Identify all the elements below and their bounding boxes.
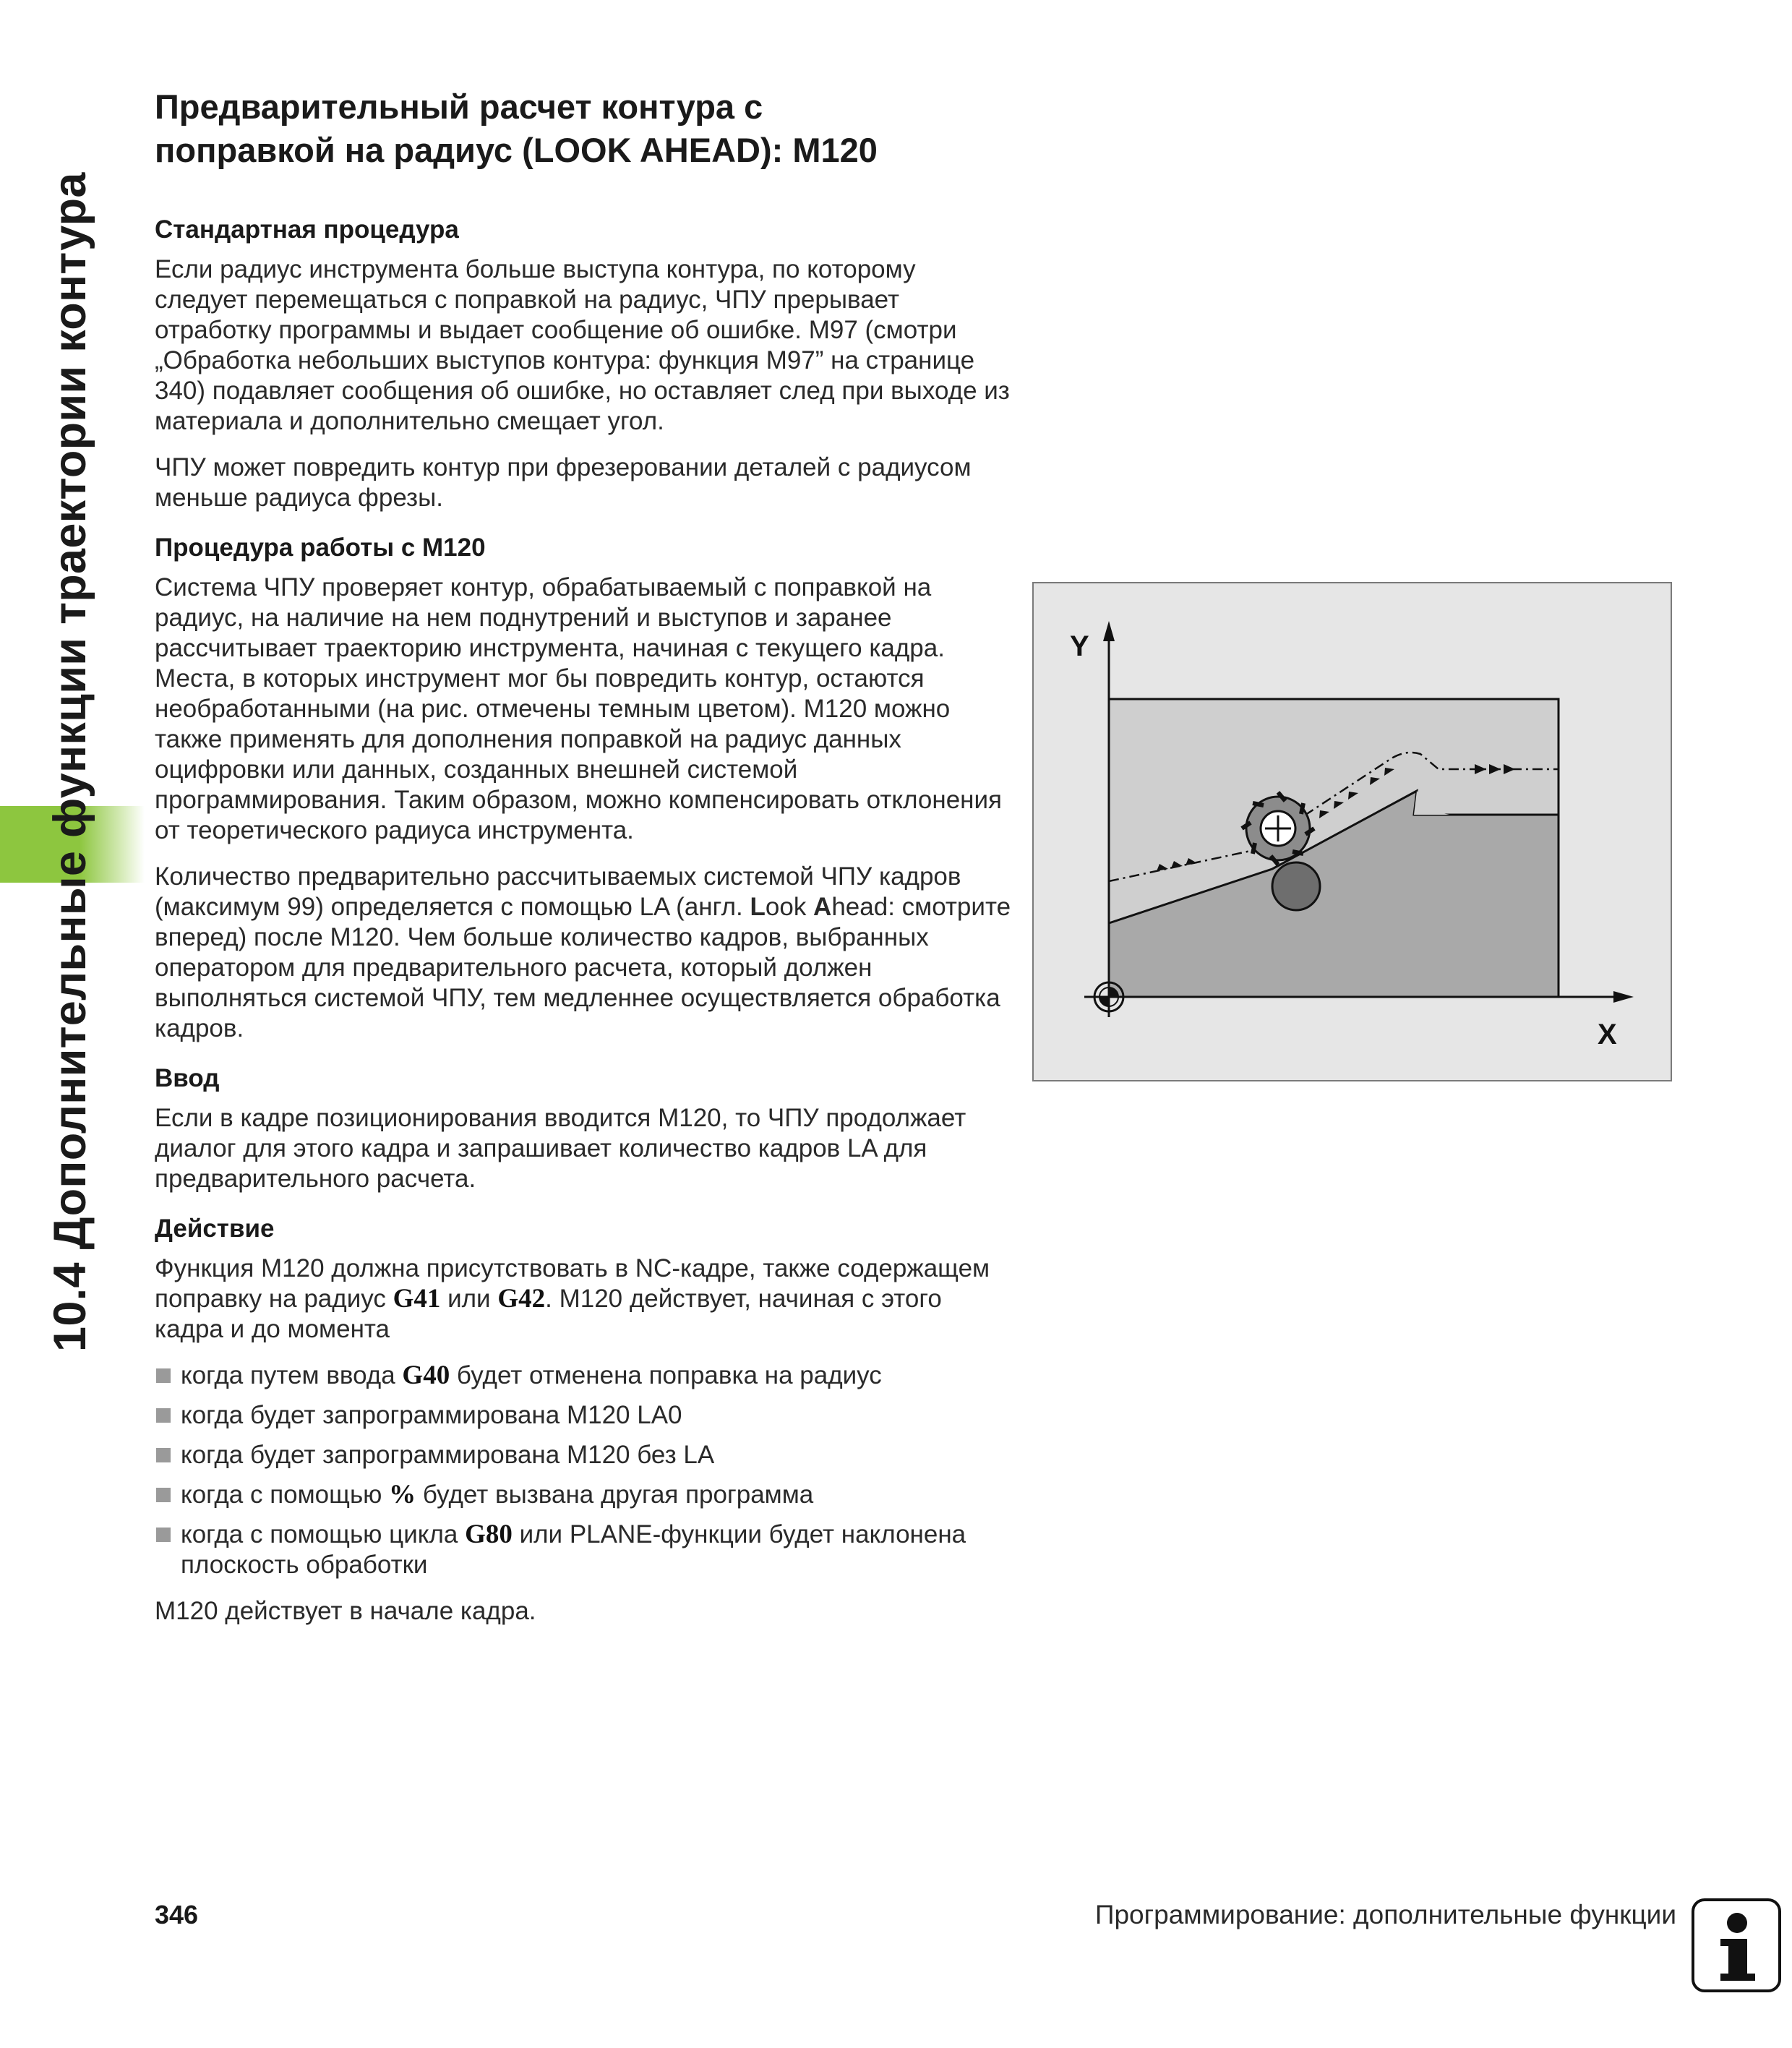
bullet-square-icon [156,1448,171,1462]
section-input [155,1063,1015,1194]
emphasis-letter: L [750,893,766,921]
contour-diagram [1034,583,1671,1080]
condition-list [155,1361,1015,1580]
paragraph: Если радиус инструмента больше выступа контура, по которому следует перемещаться с поправкой на радиус, ЧПУ прерывает отработку программы и выдает сообщение об ошибке. M97 (смотри „Обработка небольших выступов контура: функция M97” на странице 340) подавляет сообщения об ошибке, но оставляет след при выходе из материала и дополнительно смещает угол. [155,255,1010,435]
info-stem [1728,1939,1747,1976]
text-run: когда будет запрограммирована M120 без LA [181,1441,715,1469]
section-standard-procedure [155,214,1015,513]
paragraph [155,1254,1015,1345]
code-g41: G41 [393,1284,441,1314]
list-item [155,1361,1015,1391]
y-axis-arrow-icon [1103,621,1115,641]
page-title-line-2: поправкой на радиус (LOOK AHEAD): M120 [155,131,878,169]
list-item [155,1440,1015,1470]
bullet-square-icon [156,1368,171,1383]
text-run: когда с помощью цикла [181,1520,466,1548]
origin-icon [1094,982,1123,1011]
contour-figure [1032,582,1672,1081]
text-run: head: смотрите вперед) после M120. Чем больше количество кадров, выбранных оператором для предварительного расчета, который должен выполняться системой ЧПУ, тем медленнее осуществляется обработка кадров. [155,893,1011,1042]
chapter-title-vertical: 10.4 Дополнительные функции траектории контура [45,172,95,1352]
paragraph [155,862,1015,1044]
undercut-circle [1272,862,1320,910]
paragraph: Если в кадре позиционирования вводится M120, то ЧПУ продолжает диалог для этого кадра и запрашивает количество кадров LA для предварительного расчета. [155,1104,966,1193]
text-run: когда будет запрограммирована M120 LA0 [181,1401,682,1429]
main-content [155,85,1015,1645]
x-axis-label: X [1598,1019,1617,1050]
page-title-line-1: Предварительный расчет контура с [155,87,763,126]
section-title: Стандартная процедура [155,215,459,244]
y-axis-label: Y [1070,630,1089,662]
text-run: или [440,1285,498,1313]
paragraph: M120 действует в начале кадра. [155,1597,536,1625]
section-m120-procedure [155,532,1015,1044]
x-axis-arrow-icon [1613,991,1634,1003]
milling-cutter-icon [1242,792,1314,865]
text-run: Количество предварительно рассчитываемых системой ЧПУ кадров (максимум 99) определяется с помощью LA (англ. [155,862,961,921]
text-run: когда путем ввода [181,1361,403,1389]
bullet-square-icon [156,1408,171,1423]
bullet-square-icon [156,1528,171,1542]
section-title: Процедура работы с M120 [155,534,486,562]
emphasis-letter: A [813,893,832,921]
text-run: будет вызвана другая программа [416,1481,814,1509]
code: G40 [402,1361,450,1390]
code-g42: G42 [497,1284,546,1314]
info-icon[interactable] [1692,1898,1781,1992]
code: % [389,1480,416,1509]
text-run: . M120 действует, начиная с этого кадра и до момента [155,1285,942,1343]
paragraph: Система ЧПУ проверяет контур, обрабатываемый с поправкой на радиус, на наличие на нем поднутрений и выступов и заранее рассчитывает траекторию инструмента, начиная с текущего кадра. Места, в которых инструмент мог бы повредить контур, остаются необработанными (на рис. отмечены темным цветом). M120 можно также применять для дополнения поправкой на радиус данных оцифровки или данных, созданных внешней системой программирования. Таким образом, можно компенсировать отклонения от теоретического радиуса инструмента. [155,573,1002,844]
section-title: Ввод [155,1064,220,1092]
info-dot [1727,1913,1747,1933]
section-title: Действие [155,1214,275,1243]
paragraph: ЧПУ может повредить контур при фрезеровании деталей с радиусом меньше радиуса фрезы. [155,453,972,512]
section-effect [155,1213,1015,1627]
text-run: ook [765,893,814,921]
footer-title: Программирование: дополнительные функции [1094,1900,1676,1929]
page-number: 346 [155,1900,199,1929]
text-run: когда с помощью [181,1481,390,1509]
list-item [155,1520,1015,1580]
list-item [155,1400,1015,1431]
text-run: будет отменена поправка на радиус [450,1361,882,1389]
page-title [155,85,1015,172]
list-item [155,1480,1015,1510]
code: G80 [465,1520,513,1549]
text-run: Функция M120 должна присутствовать в NC-кадре, также содержащем поправку на радиус [155,1254,990,1313]
text-run: или PLANE-функции будет наклонена плоскость обработки [181,1520,966,1579]
bullet-square-icon [156,1488,171,1502]
info-base [1720,1974,1755,1981]
